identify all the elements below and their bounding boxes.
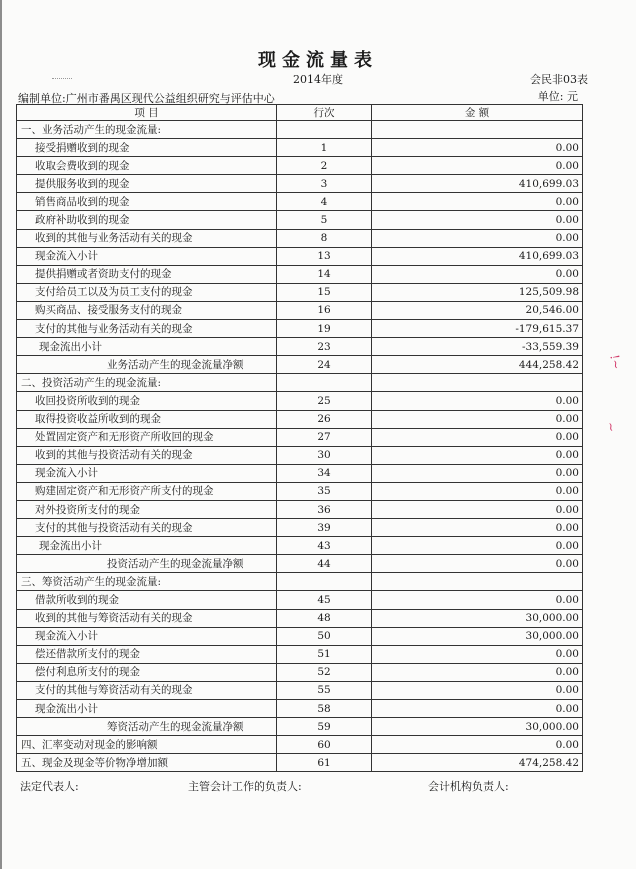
row-amount: 0.00: [372, 663, 583, 681]
row-line-number: [277, 121, 372, 139]
row-line-number: 58: [277, 700, 372, 718]
row-amount: 20,546.00: [372, 301, 583, 319]
row-item-label: 二、投资活动产生的现金流量:: [17, 374, 277, 392]
table-row: [17, 193, 583, 211]
row-amount: 30,000.00: [372, 609, 583, 627]
row-item-label: 提供捐赠或者资助支付的现金: [17, 265, 277, 283]
row-amount: 0.00: [372, 464, 583, 482]
row-item-label: 支付的其他与业务活动有关的现金: [17, 320, 277, 338]
row-amount: 0.00: [372, 500, 583, 518]
column-header-line: 行次: [277, 105, 372, 121]
row-item-label: 取得投资收益所收到的现金: [17, 410, 277, 428]
row-amount: 0.00: [372, 700, 583, 718]
handwritten-mark: !~: [607, 353, 624, 371]
table-row: [17, 283, 583, 301]
table-row: [17, 121, 583, 139]
row-amount: 410,699.03: [372, 247, 583, 265]
row-item-label: 现金流入小计: [17, 464, 277, 482]
row-amount: 0.00: [372, 519, 583, 537]
row-line-number: 4: [277, 193, 372, 211]
row-item-label: 三、筹资活动产生的现金流量:: [17, 573, 277, 591]
row-amount: 0.00: [372, 193, 583, 211]
row-item-label: 销售商品收到的现金: [17, 193, 277, 211]
row-line-number: 13: [277, 247, 372, 265]
row-amount: [372, 573, 583, 591]
table-row: [17, 464, 583, 482]
row-amount: 0.00: [372, 139, 583, 157]
row-item-label: 购买商品、接受服务支付的现金: [17, 301, 277, 319]
row-line-number: 55: [277, 681, 372, 699]
row-amount: [372, 121, 583, 139]
row-amount: 0.00: [372, 446, 583, 464]
table-body: [17, 121, 583, 772]
row-amount: 0.00: [372, 482, 583, 500]
row-item-label: 支付的其他与筹资活动有关的现金: [17, 681, 277, 699]
row-line-number: 44: [277, 555, 372, 573]
report-year: 2014年度: [293, 73, 343, 86]
row-line-number: 51: [277, 645, 372, 663]
cash-flow-table: [16, 104, 583, 772]
table-row: [17, 645, 583, 663]
row-line-number: 34: [277, 464, 372, 482]
row-line-number: 39: [277, 519, 372, 537]
row-item-label: 五、现金及现金等价物净增加额: [17, 754, 277, 772]
table-row: [17, 211, 583, 229]
row-item-label: 偿付利息所支付的现金: [17, 663, 277, 681]
row-item-label: 接受捐赠收到的现金: [17, 139, 277, 157]
row-item-label: 收到的其他与投资活动有关的现金: [17, 446, 277, 464]
row-amount: 0.00: [372, 736, 583, 754]
row-line-number: 45: [277, 591, 372, 609]
table-row: [17, 338, 583, 356]
row-line-number: 60: [277, 736, 372, 754]
table-row: [17, 609, 583, 627]
table-row: [17, 591, 583, 609]
row-line-number: 14: [277, 265, 372, 283]
organization-name: 编制单位:广州市番禺区现代公益组织研究与评估中心: [18, 92, 275, 105]
row-amount: 0.00: [372, 229, 583, 247]
table-header-row: [17, 105, 583, 121]
report-title: 现金流量表: [258, 50, 378, 71]
table-row: [17, 446, 583, 464]
row-line-number: 50: [277, 627, 372, 645]
table-row: [17, 500, 583, 518]
column-header-amount: 金 额: [372, 105, 583, 121]
column-header-item: 项 目: [17, 105, 277, 121]
row-line-number: 19: [277, 320, 372, 338]
legal-representative-label: 法定代表人:: [20, 780, 79, 793]
row-line-number: 24: [277, 356, 372, 374]
table-row: [17, 681, 583, 699]
row-item-label: 支付的其他与投资活动有关的现金: [17, 519, 277, 537]
row-line-number: 3: [277, 175, 372, 193]
table-row: [17, 627, 583, 645]
row-amount: 0.00: [372, 211, 583, 229]
row-amount: 30,000.00: [372, 627, 583, 645]
row-amount: [372, 374, 583, 392]
row-line-number: 8: [277, 229, 372, 247]
row-line-number: 15: [277, 283, 372, 301]
row-line-number: 35: [277, 482, 372, 500]
table-row: [17, 392, 583, 410]
table-row: [17, 736, 583, 754]
table-row: [17, 718, 583, 736]
row-item-label: 处置固定资产和无形资产所收回的现金: [17, 428, 277, 446]
row-item-label: 现金流入小计: [17, 627, 277, 645]
row-item-label: 政府补助收到的现金: [17, 211, 277, 229]
row-amount: 0.00: [372, 265, 583, 283]
row-line-number: 52: [277, 663, 372, 681]
row-line-number: 2: [277, 157, 372, 175]
table-row: [17, 157, 583, 175]
table-row: [17, 555, 583, 573]
row-amount: 0.00: [372, 681, 583, 699]
row-item-label: 提供服务收到的现金: [17, 175, 277, 193]
row-line-number: 23: [277, 338, 372, 356]
row-amount: -179,615.37: [372, 320, 583, 338]
table-row: [17, 482, 583, 500]
accounting-head-label: 主管会计工作的负责人:: [188, 780, 302, 793]
row-item-label: 收取会费收到的现金: [17, 157, 277, 175]
row-line-number: 36: [277, 500, 372, 518]
row-amount: 0.00: [372, 157, 583, 175]
row-line-number: 30: [277, 446, 372, 464]
accounting-dept-head-label: 会计机构负责人:: [428, 780, 509, 793]
table-row: [17, 356, 583, 374]
row-line-number: [277, 374, 372, 392]
row-line-number: 25: [277, 392, 372, 410]
row-amount: 125,509.98: [372, 283, 583, 301]
row-line-number: 48: [277, 609, 372, 627]
scan-edge: [0, 0, 2, 869]
row-line-number: 1: [277, 139, 372, 157]
row-item-label: 收回投资所收到的现金: [17, 392, 277, 410]
table-row: [17, 754, 583, 772]
row-item-label: 现金流入小计: [17, 247, 277, 265]
row-item-label: 偿还借款所支付的现金: [17, 645, 277, 663]
table-row: [17, 410, 583, 428]
table-row: [17, 374, 583, 392]
row-amount: 0.00: [372, 392, 583, 410]
row-amount: 410,699.03: [372, 175, 583, 193]
row-item-label: 投资活动产生的现金流量净额: [17, 555, 277, 573]
row-item-label: 现金流出小计: [17, 338, 277, 356]
row-item-label: 收到的其他与业务活动有关的现金: [17, 229, 277, 247]
handwritten-mark: ~: [603, 420, 619, 434]
row-line-number: [277, 573, 372, 591]
row-item-label: 购建固定资产和无形资产所支付的现金: [17, 482, 277, 500]
row-line-number: 61: [277, 754, 372, 772]
row-amount: 0.00: [372, 645, 583, 663]
row-line-number: 27: [277, 428, 372, 446]
form-number: 会民非03表: [530, 73, 588, 86]
currency-unit: 单位: 元: [537, 90, 578, 103]
row-amount: -33,559.39: [372, 338, 583, 356]
table-row: [17, 265, 583, 283]
row-line-number: 59: [277, 718, 372, 736]
table-row: [17, 320, 583, 338]
table-row: [17, 229, 583, 247]
row-amount: 0.00: [372, 537, 583, 555]
row-line-number: 16: [277, 301, 372, 319]
row-amount: 0.00: [372, 410, 583, 428]
row-amount: 0.00: [372, 428, 583, 446]
row-line-number: 43: [277, 537, 372, 555]
row-item-label: 四、汇率变动对现金的影响额: [17, 736, 277, 754]
row-item-label: 一、业务活动产生的现金流量:: [17, 121, 277, 139]
row-line-number: 5: [277, 211, 372, 229]
table-row: [17, 247, 583, 265]
table-row: [17, 301, 583, 319]
row-item-label: 筹资活动产生的现金流量净额: [17, 718, 277, 736]
row-item-label: 业务活动产生的现金流量净额: [17, 356, 277, 374]
row-item-label: 借款所收到的现金: [17, 591, 277, 609]
table-row: [17, 663, 583, 681]
row-amount: 30,000.00: [372, 718, 583, 736]
table-row: [17, 537, 583, 555]
row-amount: 474,258.42: [372, 754, 583, 772]
row-item-label: 支付给员工以及为员工支付的现金: [17, 283, 277, 301]
table-row: [17, 573, 583, 591]
row-amount: 0.00: [372, 591, 583, 609]
row-item-label: 收到的其他与筹资活动有关的现金: [17, 609, 277, 627]
table-row: [17, 175, 583, 193]
row-item-label: 现金流出小计: [17, 700, 277, 718]
row-amount: 0.00: [372, 555, 583, 573]
table-row: [17, 139, 583, 157]
row-line-number: 26: [277, 410, 372, 428]
table-row: [17, 428, 583, 446]
table-row: [17, 700, 583, 718]
table-row: [17, 519, 583, 537]
row-item-label: 现金流出小计: [17, 537, 277, 555]
row-item-label: 对外投资所支付的现金: [17, 500, 277, 518]
row-amount: 444,258.42: [372, 356, 583, 374]
